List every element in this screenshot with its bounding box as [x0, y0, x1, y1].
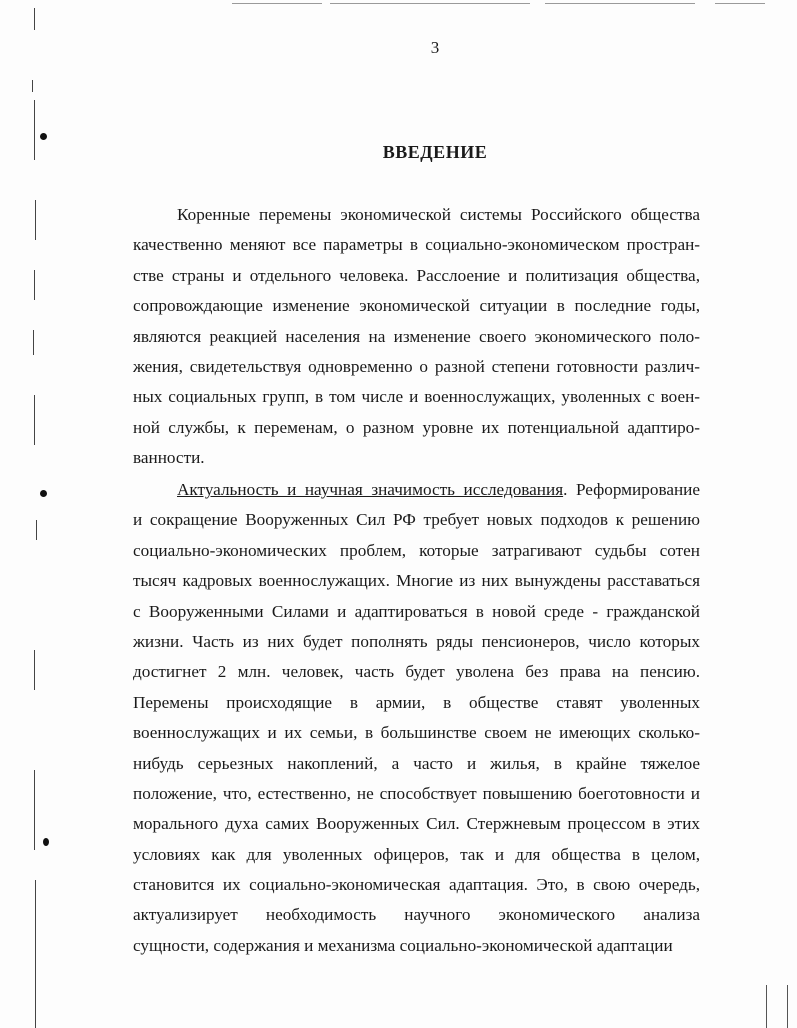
scan-line-top-4 — [715, 3, 765, 4]
paragraph-2-line: и сокращение Вооруженных Сил РФ требует новых подходов к решению — [133, 510, 700, 530]
margin-mark-7 — [34, 395, 35, 445]
margin-mark-1 — [34, 8, 35, 30]
paragraph-2-line: положение, что, естественно, не способствует повышению боеготовности и — [133, 783, 700, 803]
paragraph-2-line: морального духа самих Вооруженных Сил. Стержневым процессом в этих — [133, 814, 700, 834]
paragraph-2-lead-rest: . Реформирование — [563, 480, 700, 499]
relevance-heading-underlined: Актуальность и научная значимость исследования — [177, 480, 564, 499]
margin-mark-2 — [32, 80, 33, 92]
paragraph-2-line: тысяч кадровых военнослужащих. Многие из них вынуждены расставаться — [133, 571, 700, 591]
paragraph-2-line: условиях как для уволенных офицеров, так и для общества в целом, — [133, 844, 700, 864]
paragraph-1-line: ной службы, к переменам, о разном уровне их потенциальной адаптиро- — [133, 417, 700, 437]
paragraph-1-line: являются реакцией населения на изменение своего экономического поло- — [133, 326, 700, 346]
margin-mark-9 — [34, 650, 35, 690]
paragraph-2-first-line — [133, 475, 700, 505]
paragraph-1-line: ных социальных групп, в том числе и военнослужащих, уволенных с воен- — [133, 387, 700, 407]
paragraph-2-line: нибудь серьезных накоплений, а часто и жилья, в крайне тяжелое — [133, 753, 700, 773]
margin-mark-10 — [34, 770, 35, 850]
margin-dot-3 — [43, 838, 49, 846]
right-margin-mark-1 — [766, 985, 767, 1028]
scan-line-top-1 — [232, 3, 322, 4]
paragraph-1-line: качественно меняют все параметры в социально-экономическом простран- — [133, 235, 700, 255]
paragraph-1-line: жения, свидетельствуя одновременно о разной степени готовности различ- — [133, 356, 700, 376]
margin-dot-1 — [40, 133, 47, 140]
paragraph-1-line: ванности. — [133, 448, 205, 468]
paragraph-2-line: Перемены происходящие в армии, в обществе ставят уволенных — [133, 692, 700, 712]
paragraph-2-line: социально-экономических проблем, которые затрагивают судьбы сотен — [133, 540, 700, 560]
margin-mark-11 — [35, 880, 36, 1028]
paragraph-2-line: жизни. Часть из них будет пополнять ряды пенсионеров, число которых — [133, 631, 700, 651]
paragraph-2-line: сущности, содержания и механизма социально-экономической адаптации — [133, 935, 673, 955]
page-number: 3 — [430, 38, 440, 57]
scan-line-top-2 — [330, 3, 530, 4]
margin-mark-8 — [36, 520, 37, 540]
section-heading: ВВЕДЕНИЕ — [382, 142, 488, 162]
paragraph-1-line: сопровождающие изменение экономической ситуации в последние годы, — [133, 296, 700, 316]
margin-dot-2 — [40, 490, 47, 497]
paragraph-1 — [133, 200, 700, 474]
margin-mark-5 — [34, 270, 35, 300]
paragraph-2-line: военнослужащих и их семьи, в большинстве своем не имеющих сколько- — [133, 723, 700, 743]
margin-mark-6 — [33, 330, 34, 355]
paragraph-1-line: стве страны и отдельного человека. Расслоение и политизация общества, — [133, 265, 700, 285]
paragraph-2 — [133, 475, 700, 961]
margin-mark-4 — [35, 200, 36, 240]
scan-line-top-3 — [545, 3, 695, 4]
paragraph-2-line: становится их социально-экономическая адаптация. Это, в свою очередь, — [133, 875, 700, 895]
paragraph-1-line: Коренные перемены экономической системы Российского общества — [177, 205, 700, 224]
paragraph-2-line: с Вооруженными Силами и адаптироваться в новой среде - гражданской — [133, 601, 700, 621]
margin-mark-3 — [34, 100, 35, 160]
paragraph-2-line: достигнет 2 млн. человек, часть будет уволена без права на пенсию. — [133, 662, 700, 682]
paragraph-2-line: актуализирует необходимость научного экономического анализа — [133, 905, 700, 925]
right-margin-mark-2 — [787, 985, 788, 1028]
